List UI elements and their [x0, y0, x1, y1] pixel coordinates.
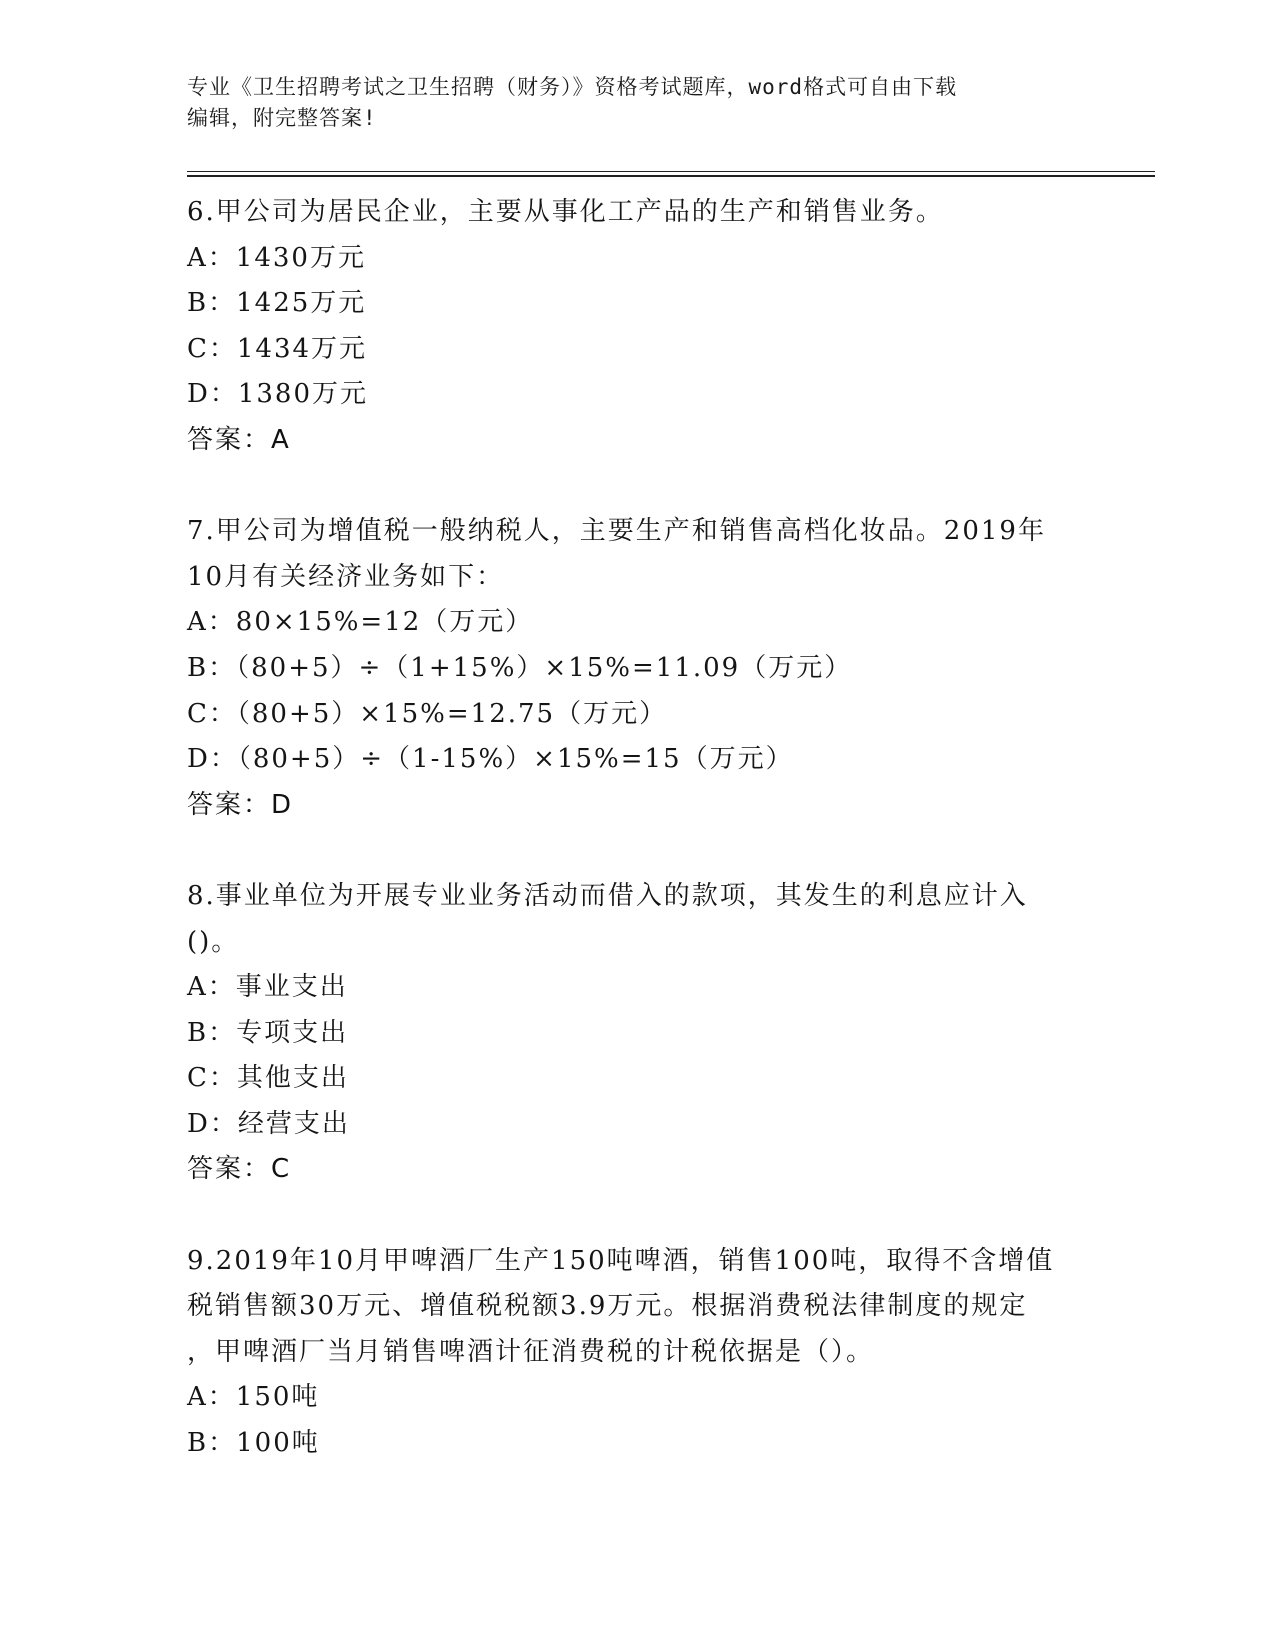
answer-option: D：（80+5）÷（1-15%）×15%=15（万元） [187, 744, 794, 775]
question-spacer [187, 828, 1087, 874]
question-stem-line: ()。 [187, 926, 240, 957]
answer-option: C：其他支出 [187, 1063, 349, 1094]
header-divider-thick [187, 175, 1155, 177]
answer-option: B：1425万元 [187, 288, 367, 319]
answer-key: 答案：A [187, 424, 291, 455]
question-stem-line: 税销售额30万元、增值税税额3.9万元。根据消费税法律制度的规定 [187, 1291, 1028, 1322]
answer-option: B：专项支出 [187, 1017, 349, 1048]
header-divider-thin [187, 171, 1155, 172]
question-stem-line: 7.甲公司为增值税一般纳税人，主要生产和销售高档化妆品。2019年 [187, 516, 1046, 547]
question-block [187, 874, 1087, 1239]
question-block [187, 1239, 1087, 1467]
answer-option: A：80×15%=12（万元） [187, 607, 534, 638]
answer-option: B：（80+5）÷（1+15%）×15%=11.09（万元） [187, 652, 853, 683]
answer-option: C：1434万元 [187, 333, 368, 364]
question-spacer [187, 1193, 1087, 1239]
question-block [187, 190, 1087, 509]
question-spacer [187, 464, 1087, 510]
question-block [187, 509, 1087, 874]
answer-key: 答案：C [187, 1154, 292, 1185]
question-stem-line: 9.2019年10月甲啤酒厂生产150吨啤酒，销售100吨，取得不含增值 [187, 1245, 1055, 1276]
document-header [187, 72, 1067, 134]
question-stem-line: ，甲啤酒厂当月销售啤酒计征消费税的计税依据是（）。 [187, 1336, 875, 1367]
answer-option: B：100吨 [187, 1428, 320, 1459]
header-line-1: 专业《卫生招聘考试之卫生招聘（财务）》资格考试题库，word格式可自由下载 [187, 75, 958, 99]
question-stem-line: 10月有关经济业务如下： [187, 561, 505, 592]
answer-option: C：（80+5）×15%=12.75（万元） [187, 698, 668, 729]
answer-option: A：1430万元 [187, 242, 366, 273]
answer-option: A：150吨 [187, 1382, 320, 1413]
answer-option: D：经营支出 [187, 1108, 350, 1139]
answer-option: D：1380万元 [187, 379, 369, 410]
question-stem-line: 6.甲公司为居民企业，主要从事化工产品的生产和销售业务。 [187, 197, 944, 227]
answer-key: 答案：D [187, 789, 294, 820]
question-stem-line: 8.事业单位为开展专业业务活动而借入的款项，其发生的利息应计入 [187, 880, 1028, 911]
answer-option: A：事业支出 [187, 972, 348, 1003]
header-line-2: 编辑，附完整答案! [187, 106, 377, 130]
question-list [187, 190, 1087, 1467]
